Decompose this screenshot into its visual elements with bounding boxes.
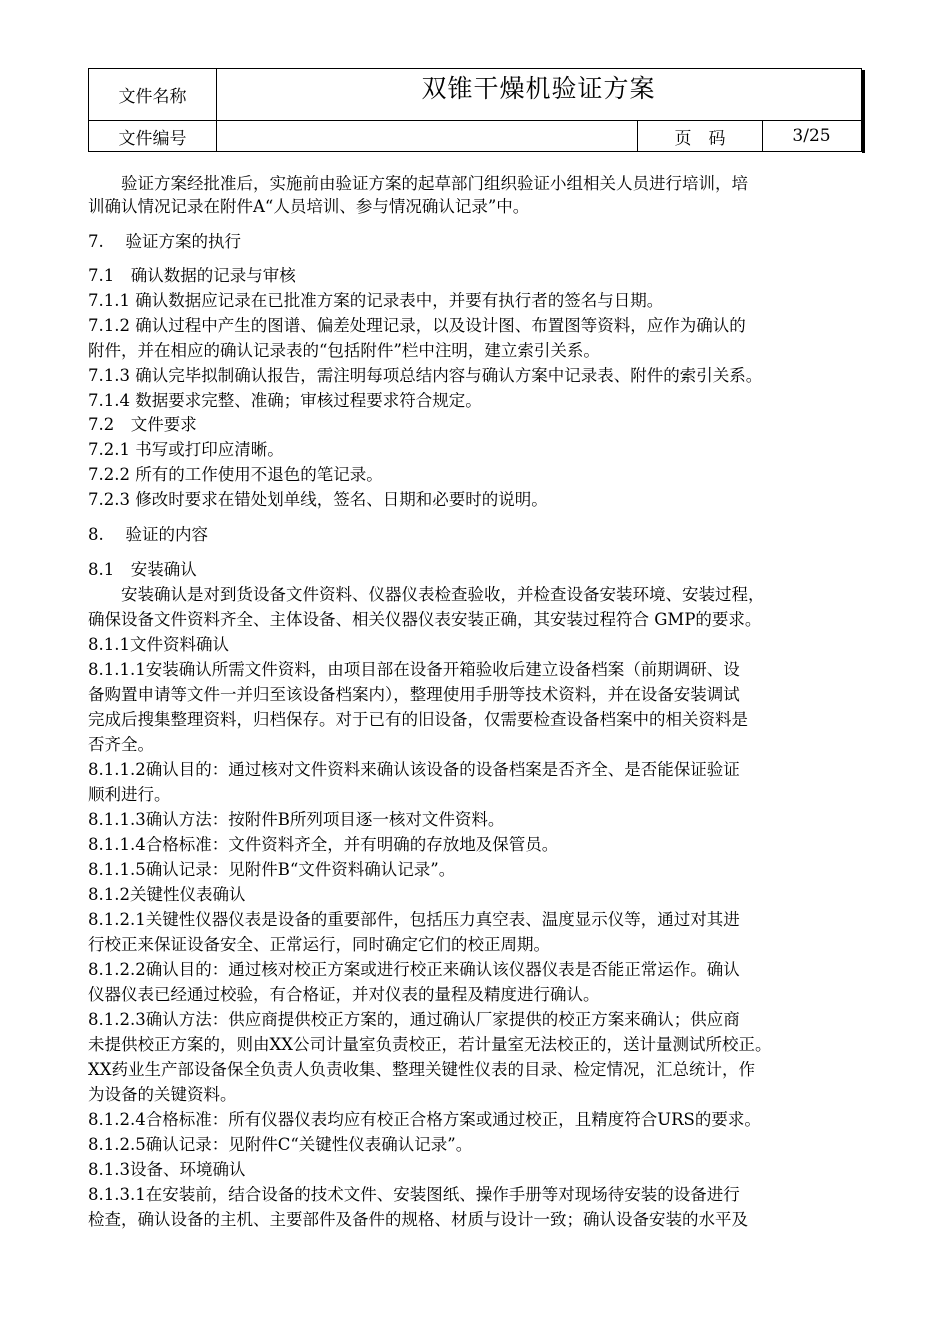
body-line: 完成后搜集整理资料，归档保存。对于已有的旧设备，仅需要检查设备档案中的相关资料是 xyxy=(88,710,748,729)
body-line: 7.1.1 确认数据应记录在已批准方案的记录表中，并要有执行者的签名与日期。 xyxy=(88,291,664,310)
section-heading: 7. 验证方案的执行 xyxy=(88,232,241,251)
subsection-heading: 8.1.3设备、环境确认 xyxy=(88,1160,246,1179)
body-line: 未提供校正方案的，则由XX公司计量室负责校正，若计量室无法校正的，送计量测试所校正。 xyxy=(88,1035,772,1054)
page-label: 页 码 xyxy=(674,128,726,149)
body-line: 顺利进行。 xyxy=(88,785,171,804)
body-line: 否齐全。 xyxy=(88,735,154,754)
subsection-heading: 7.2 文件要求 xyxy=(88,415,197,434)
body-line: 7.1.3 确认完毕拟制确认报告，需注明每项总结内容与确认方案中记录表、附件的索引关系。 xyxy=(88,366,763,385)
body-line: 8.1.3.1在安装前，结合设备的技术文件、安装图纸、操作手册等对现场待安装的设备进行 xyxy=(88,1185,740,1204)
file-number-value xyxy=(217,121,637,151)
body-line: 8.1.2.2确认目的：通过核对校正方案或进行校正来确认该仪器仪表是否能正常运作。确认 xyxy=(88,960,740,979)
file-number-label: 文件编号 xyxy=(118,128,187,149)
body-line: 7.2.3 修改时要求在错处划单线，签名、日期和必要时的说明。 xyxy=(88,490,548,509)
page-number: 3/25 xyxy=(792,126,831,146)
body-line: 8.1.1.3确认方法：按附件B所列项目逐一核对文件资料。 xyxy=(88,810,505,829)
document-title: 双锥干燥机验证方案 xyxy=(421,74,656,103)
body-line: 备购置申请等文件一并归至该设备档案内），整理使用手册等技术资料，并在设备安装调试 xyxy=(88,685,740,704)
body-line: 8.1.2.3确认方法：供应商提供校正方案的，通过确认厂家提供的校正方案来确认；供应商 xyxy=(88,1010,740,1029)
subsection-heading: 8.1 安装确认 xyxy=(88,560,197,579)
body-line: 为设备的关键资料。 xyxy=(88,1085,237,1104)
body-line: 8.1.2.1关键性仪器仪表是设备的重要部件，包括压力真空表、温度显示仪等，通过对其进 xyxy=(88,910,740,929)
body-line: 8.1.1.2确认目的：通过核对文件资料来确认该设备的设备档案是否齐全、是否能保证验证 xyxy=(88,760,740,779)
section-heading: 8. 验证的内容 xyxy=(88,525,208,544)
subsection-heading: 7.1 确认数据的记录与审核 xyxy=(88,266,296,285)
body-line: 确保设备文件资料齐全、主体设备、相关仪器仪表安装正确，其安装过程符合 GMP的要求。 xyxy=(88,610,762,629)
body-line: 7.2.2 所有的工作使用不退色的笔记录。 xyxy=(88,465,383,484)
file-name-label: 文件名称 xyxy=(118,87,187,107)
body-line: 7.1.4 数据要求完整、准确；审核过程要求符合规定。 xyxy=(88,391,482,410)
subsection-heading: 8.1.1文件资料确认 xyxy=(88,635,229,654)
subsection-heading: 8.1.2关键性仪表确认 xyxy=(88,885,246,904)
body-line: 安装确认是对到货设备文件资料、仪器仪表检查验收，并检查设备安装环境、安装过程， xyxy=(88,585,765,604)
header-border-shadow xyxy=(862,70,865,153)
body-line: 训确认情况记录在附件A“人员培训、参与情况确认记录”中。 xyxy=(88,197,530,216)
body-line: 7.1.2 确认过程中产生的图谱、偏差处理记录，以及设计图、布置图等资料，应作为确认的 xyxy=(88,316,746,335)
body-line: 8.1.2.5确认记录：见附件C“关键性仪表确认记录”。 xyxy=(88,1135,473,1154)
body-line: 8.1.1.4合格标准：文件资料齐全，并有明确的存放地及保管员。 xyxy=(88,835,559,854)
body-line: 验证方案经批准后，实施前由验证方案的起草部门组织验证小组相关人员进行培训，培 xyxy=(88,174,748,193)
body-line: 仪器仪表已经通过校验，有合格证，并对仪表的量程及精度进行确认。 xyxy=(88,985,600,1004)
body-line: 8.1.2.4合格标准：所有仪器仪表均应有校正合格方案或通过校正，且精度符合URS的要求。 xyxy=(88,1110,761,1129)
body-line: 8.1.1.1安装确认所需文件资料，由项目部在设备开箱验收后建立设备档案（前期调研、设 xyxy=(88,660,740,679)
body-line: 行校正来保证设备安全、正常运行，同时确定它们的校正周期。 xyxy=(88,935,550,954)
body-line: 8.1.1.5确认记录：见附件B“文件资料确认记录”。 xyxy=(88,860,456,879)
body-line: 7.2.1 书写或打印应清晰。 xyxy=(88,440,284,459)
body-line: XX药业生产部设备保全负责人负责收集、整理关键性仪表的目录、检定情况，汇总统计，作 xyxy=(88,1060,755,1079)
body-line: 检查，确认设备的主机、主要部件及备件的规格、材质与设计一致；确认设备安装的水平及 xyxy=(88,1210,748,1229)
body-line: 附件，并在相应的确认记录表的“包括附件”栏中注明，建立索引关系。 xyxy=(88,341,600,360)
document-header-table xyxy=(88,68,862,152)
